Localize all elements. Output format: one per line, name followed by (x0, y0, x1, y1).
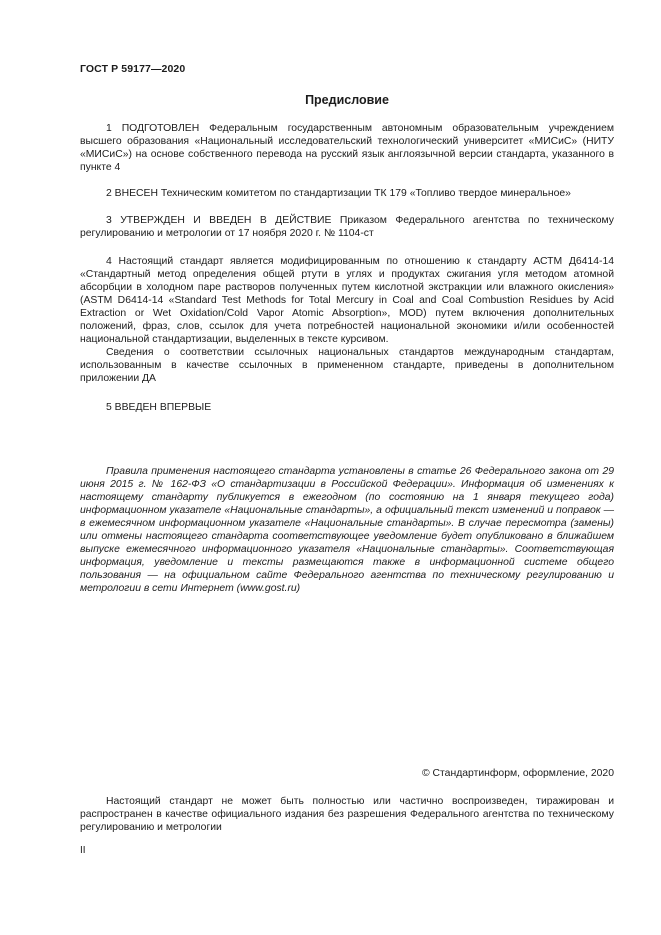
application-rules-notice (80, 465, 614, 595)
foreword-item-2 (80, 187, 614, 200)
foreword-item-text: 5 ВВЕДЕН ВПЕРВЫЕ (106, 402, 212, 413)
foreword-item-text: 3 УТВЕРЖДЕН И ВВЕДЕН В ДЕЙСТВИЕ Приказом Федерального агентства по техническому регулированию и метрологии от 17 ноября 2020 г. № 1104-ст (80, 215, 614, 239)
reproduction-notice (80, 795, 614, 834)
foreword-item-5 (80, 401, 614, 414)
reproduction-text: Настоящий стандарт не может быть полностью или частично воспроизведен, тиражирован и распространен в качестве официального издания без разрешения Федерального агентства по техническому регулированию и метрологии (80, 796, 614, 833)
standard-code: ГОСТ Р 59177—2020 (80, 63, 186, 75)
foreword-item-4 (80, 255, 614, 385)
foreword-item-text: 2 ВНЕСЕН Техническим комитетом по стандартизации ТК 179 «Топливо твердое минеральное» (106, 188, 571, 199)
page-number: II (80, 845, 86, 856)
notice-text: Правила применения настоящего стандарта установлены в статье 26 Федерального закона от 29 июня 2015 г. № 162-ФЗ «О стандартизации в Российской Федерации». Информация об изменениях к настоящему стандарту публикуется в ежегодном (по состоянию на 1 января текущего года) информационном указателе «Национальные стандарты», а официальный текст изменений и поправок — в ежемесячном информационном указателе «Национальные стандарты». В случае пересмотра (замены) или отмены настоящего стандарта соответствующее уведомление будет опубликовано в ближайшем выпуске ежемесячного информационного указателя «Национальные стандарты». Соответствующая информация, уведомление и тексты размещаются также в информационной системе общего пользования — на официальном сайте Федерального агентства по техническому регулированию и метрологии в сети Интернет (www.gost.ru) (80, 466, 614, 594)
foreword-item-1 (80, 122, 614, 174)
foreword-item-text: 4 Настоящий стандарт является модифицированным по отношению к стандарту АСТМ Д6414-14 «Стандартный метод определения общей ртути в углях и продуктах сжигания угля методом атомной абсорбции в холодном паре растворов полученных путем кислотной экстракции или влажного окисления» (ASTM D6414-14 «Standard Test Methods for Total Mercury in Coal and Coal Combustion Residues by Acid Extraction or Wet Oxidation/Cold Vapor Atomic Absorption», MOD) путем включения дополнительных положений, фраз, слов, ссылок для учета потребностей национальной экономики и/или особенностей национальной стандартизации, выделенных в тексте курсивом. (80, 256, 614, 345)
foreword-item-subtext: Сведения о соответствии ссылочных национальных стандартов международным стандартам, использованным в качестве ссылочных в примененном стандарте, приведены в дополнительном приложении ДА (80, 347, 614, 384)
copyright-line: © Стандартинформ, оформление, 2020 (421, 768, 614, 779)
foreword-item-3 (80, 214, 614, 240)
foreword-item-text: 1 ПОДГОТОВЛЕН Федеральным государственным автономным образовательным учреждением высшего образования «Национальный исследовательский технологический университет «МИСиС» (НИТУ «МИСиС») на основе собственного перевода на русский язык англоязычной версии стандарта, указанного в пункте 4 (80, 123, 614, 173)
page-title: Предисловие (305, 93, 389, 107)
